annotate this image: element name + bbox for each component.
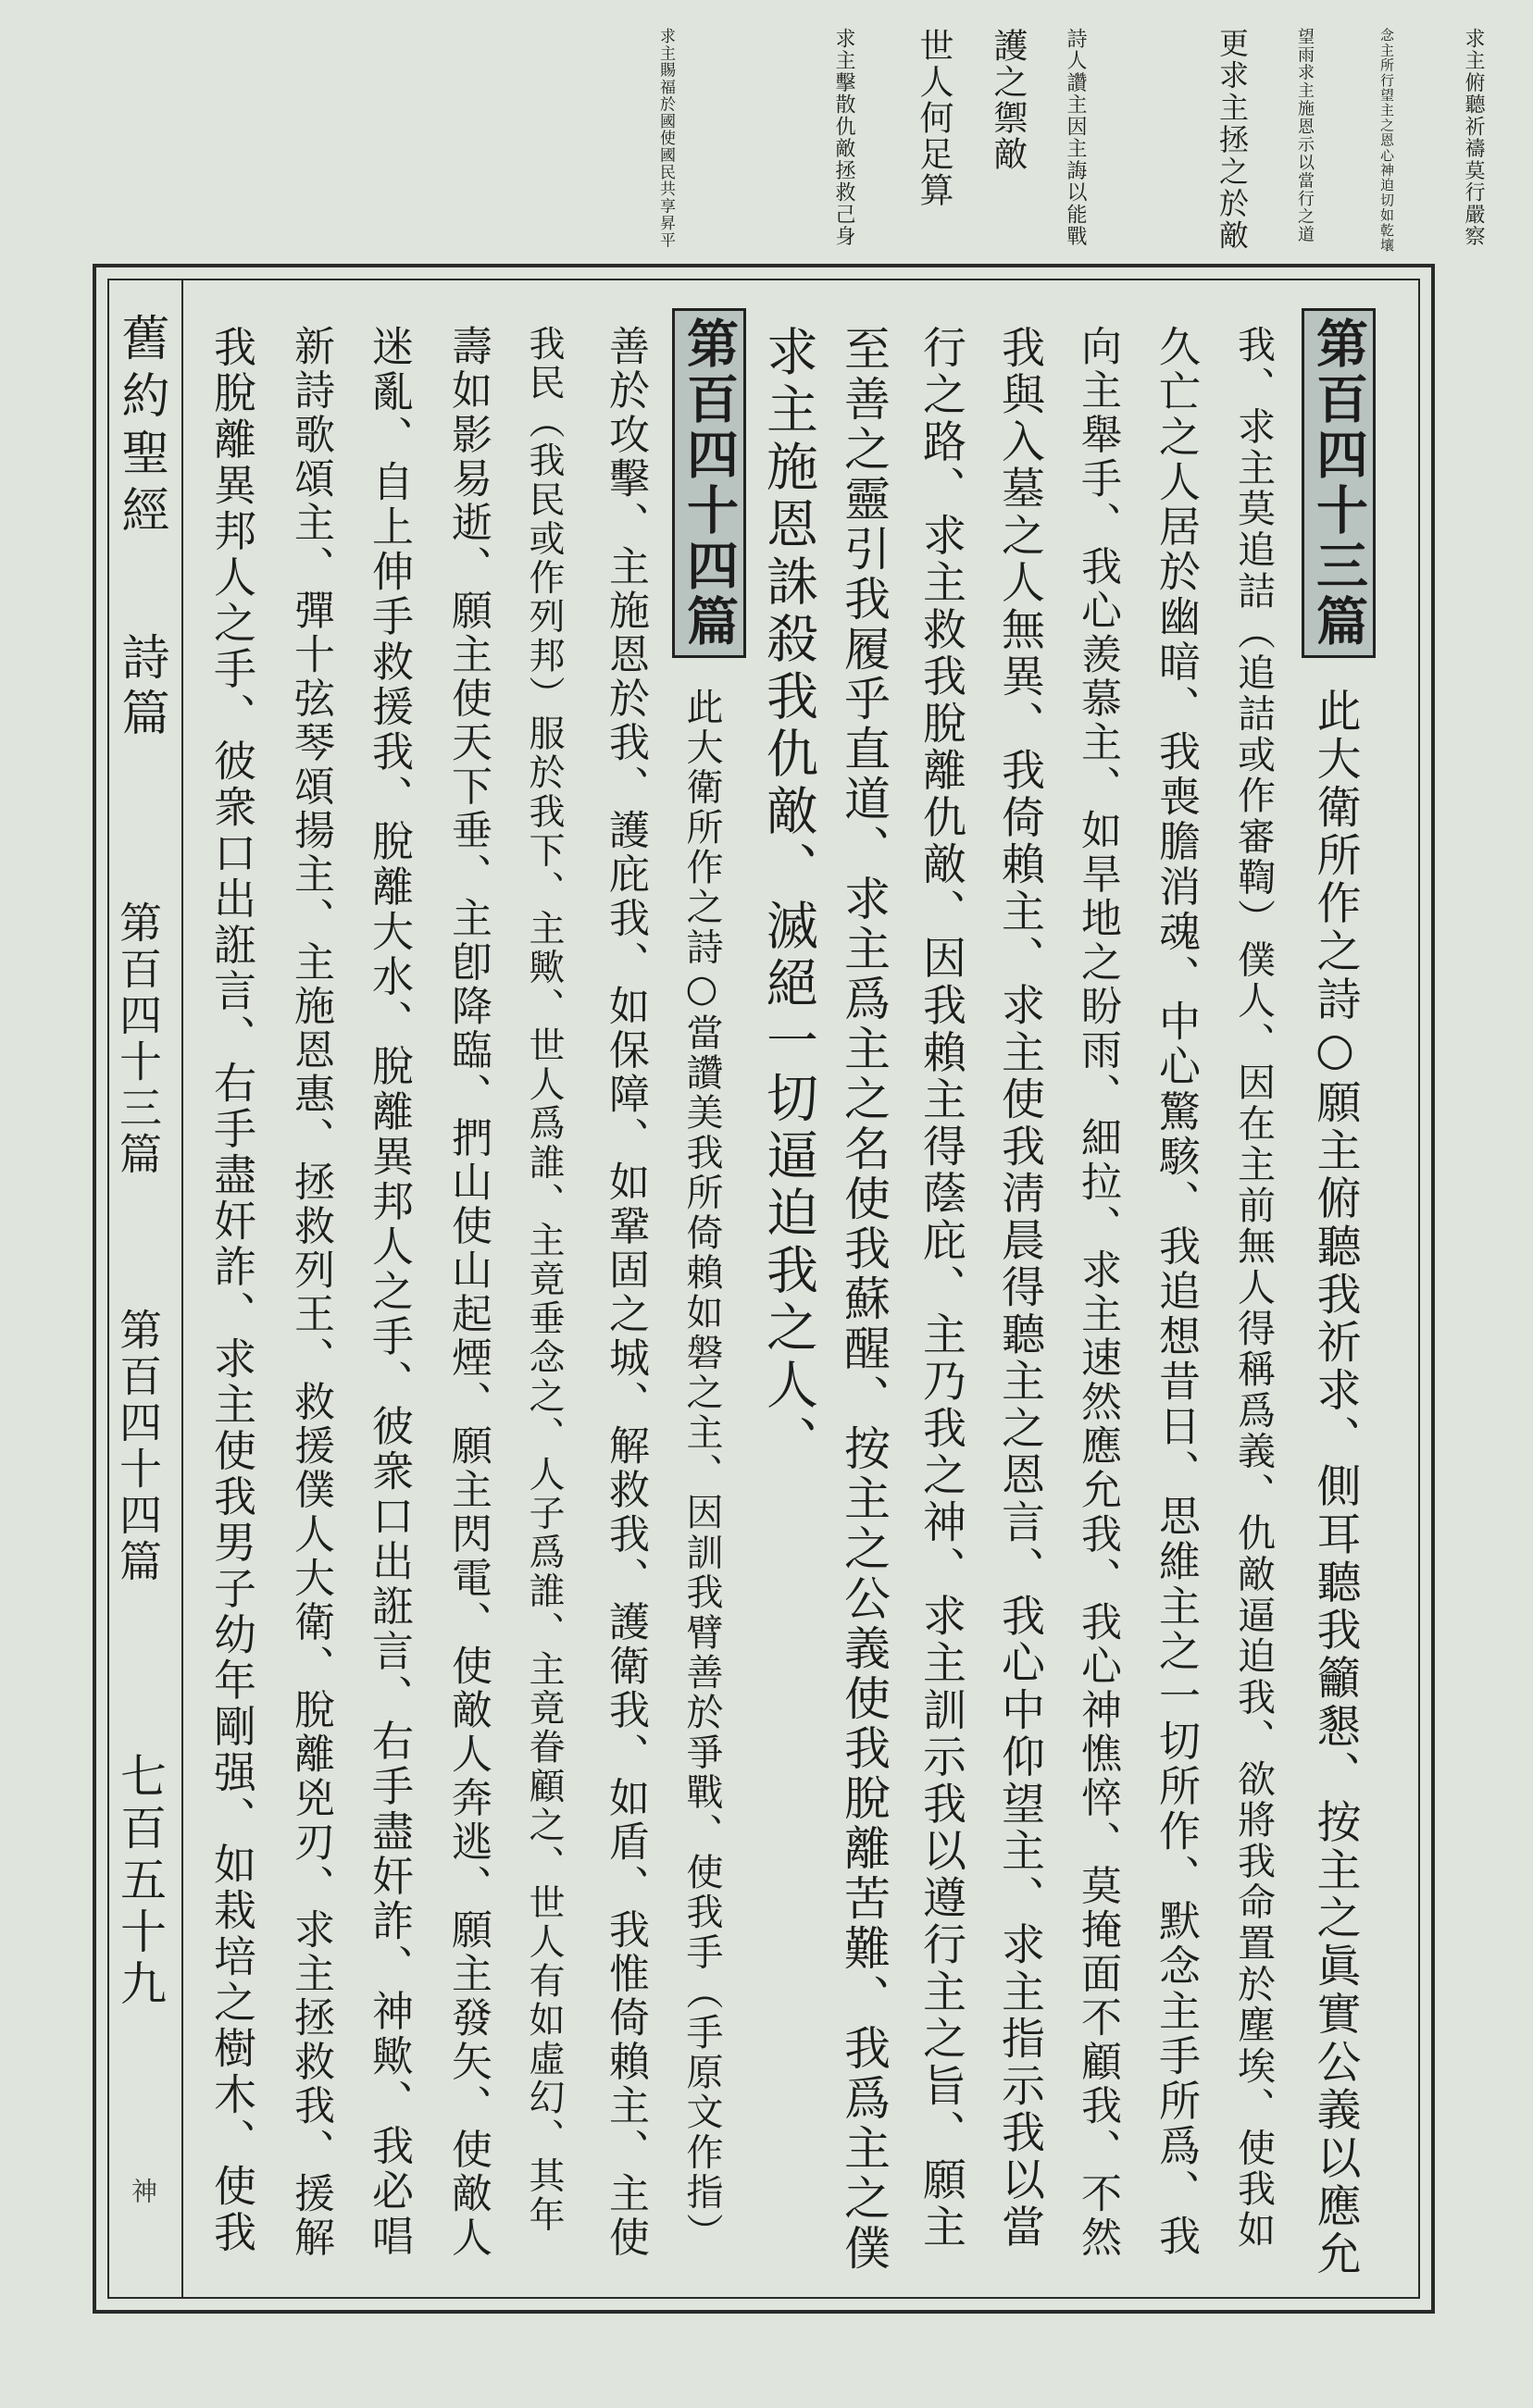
ps144-line-4: 壽如影易逝、願主使天下垂、主卽降臨、捫山使山起煙、願主閃電、使敵人奔逃、願主發矢、使敵人 (444, 325, 492, 2260)
ps144-heading: 第百四十四篇 (672, 308, 746, 658)
ps144-line-5: 迷亂、自上伸手救援我、脫離大水、脫離異邦人之手、彼衆口出誑言、右手盡奸詐、神歟、我必唱 (365, 325, 414, 2259)
ps143-line-5: 我與入墓之人無異、我倚賴主、求主使我淸晨得聽主之恩言、我心中仰望主、求主指示我以當 (994, 325, 1045, 2252)
chapter-range-start: 第百四十三篇 (113, 900, 163, 1178)
ps144-line-6: 新詩歌頌主、彈十弦琴頌揚主、主施恩惠、拯救列王、救援僕人大衛、脫離兇刃、求主拯救我、援解 (287, 325, 334, 2260)
ps143-line-1: 此大衛所作之詩○願主俯聽我祈求、側耳聽我籲懇、按主之眞實公義以應允 (1309, 688, 1361, 2278)
note-2: 念主所行望主之恩心神迫切如乾壤 (1378, 28, 1395, 253)
ps144-line-2: 善於攻擊、主施恩於我、護庇我、如保障、如鞏固之城、解救我、護衛我、如盾、我惟倚賴主、主使 (602, 325, 649, 2260)
note-7: 世人何足算 (914, 28, 953, 208)
ps144-line-3: 我民（我民或作列邦）服於我下、主歟、世人爲誰、主竟垂念之、人子爲誰、主竟眷顧之、世人有如虛幻、其年 (523, 325, 565, 2235)
book-title: 舊約聖經 (113, 313, 168, 542)
note-3: 望雨求主施恩示以當行之道 (1295, 28, 1315, 244)
marginal-notes (102, 28, 1518, 259)
ps143-line-6: 行之路、求主救我脫離仇敵、因我賴主得蔭庇、主乃我之神、求主訓示我以遵行主之旨、願主 (916, 325, 966, 2252)
section-title: 詩篇 (113, 632, 168, 743)
ps143-line-2: 我、求主莫追詰（追詰或作審鞫）僕人、因在主前無人得稱爲義、仇敵逼迫我、欲將我命置於塵埃、使我如 (1231, 325, 1276, 2252)
header-divider (181, 280, 183, 2297)
ps143-line-7: 至善之靈引我履乎直道、求主爲主之名使我蘇醒、按主之公義使我脫離苦難、我爲主之僕 (837, 325, 891, 2274)
ps143-line-3: 久亡之人居於幽暗、我喪膽消魂、中心驚駭、我追想昔日、思維主之一切所作、默念主手所爲、我 (1152, 325, 1201, 2259)
inner-border (107, 279, 1420, 2299)
note-4: 更求主拯之於敵 (1215, 28, 1250, 252)
note-8: 求主擊散仇敵拯救己身 (832, 28, 855, 248)
ps144-line-7: 我脫離異邦人之手、彼衆口出誑言、右手盡奸詐、求主使我男子幼年剛强、如栽培之樹木、使我 (207, 325, 257, 2256)
text-frame (93, 264, 1435, 2314)
ps143-heading: 第百四十三篇 (1302, 308, 1376, 658)
note-5: 詩人讚主因主誨以能戰 (1064, 28, 1087, 248)
ps143-heading-column (1308, 308, 1369, 658)
signature-mark: 神 (128, 2178, 158, 2205)
page-number: 七百五十九 (113, 1752, 167, 2011)
note-6: 護之禦敵 (988, 28, 1028, 172)
note-1: 求主俯聽祈禱莫行嚴察 (1462, 28, 1485, 248)
ps144-heading-column (679, 308, 740, 658)
ps143-line-4: 向主舉手、我心羨慕主、如旱地之盼雨、細拉、求主速然應允我、我心神憔悴、莫掩面不顧我、不然 (1074, 325, 1121, 2260)
note-9: 求主賜福於國使國民共享昇平 (656, 28, 675, 249)
chapter-range-end: 第百四十四篇 (113, 1308, 163, 1585)
ps143-line-8: 求主施恩誅殺我仇敵、滅絕一切逼迫我之人、 (758, 325, 818, 1472)
ps144-line-1: 此大衛所作之詩○當讚美我所倚賴如磐之主、因訓我臂善於爭戰、使我手（手原文作指） (680, 688, 723, 2253)
